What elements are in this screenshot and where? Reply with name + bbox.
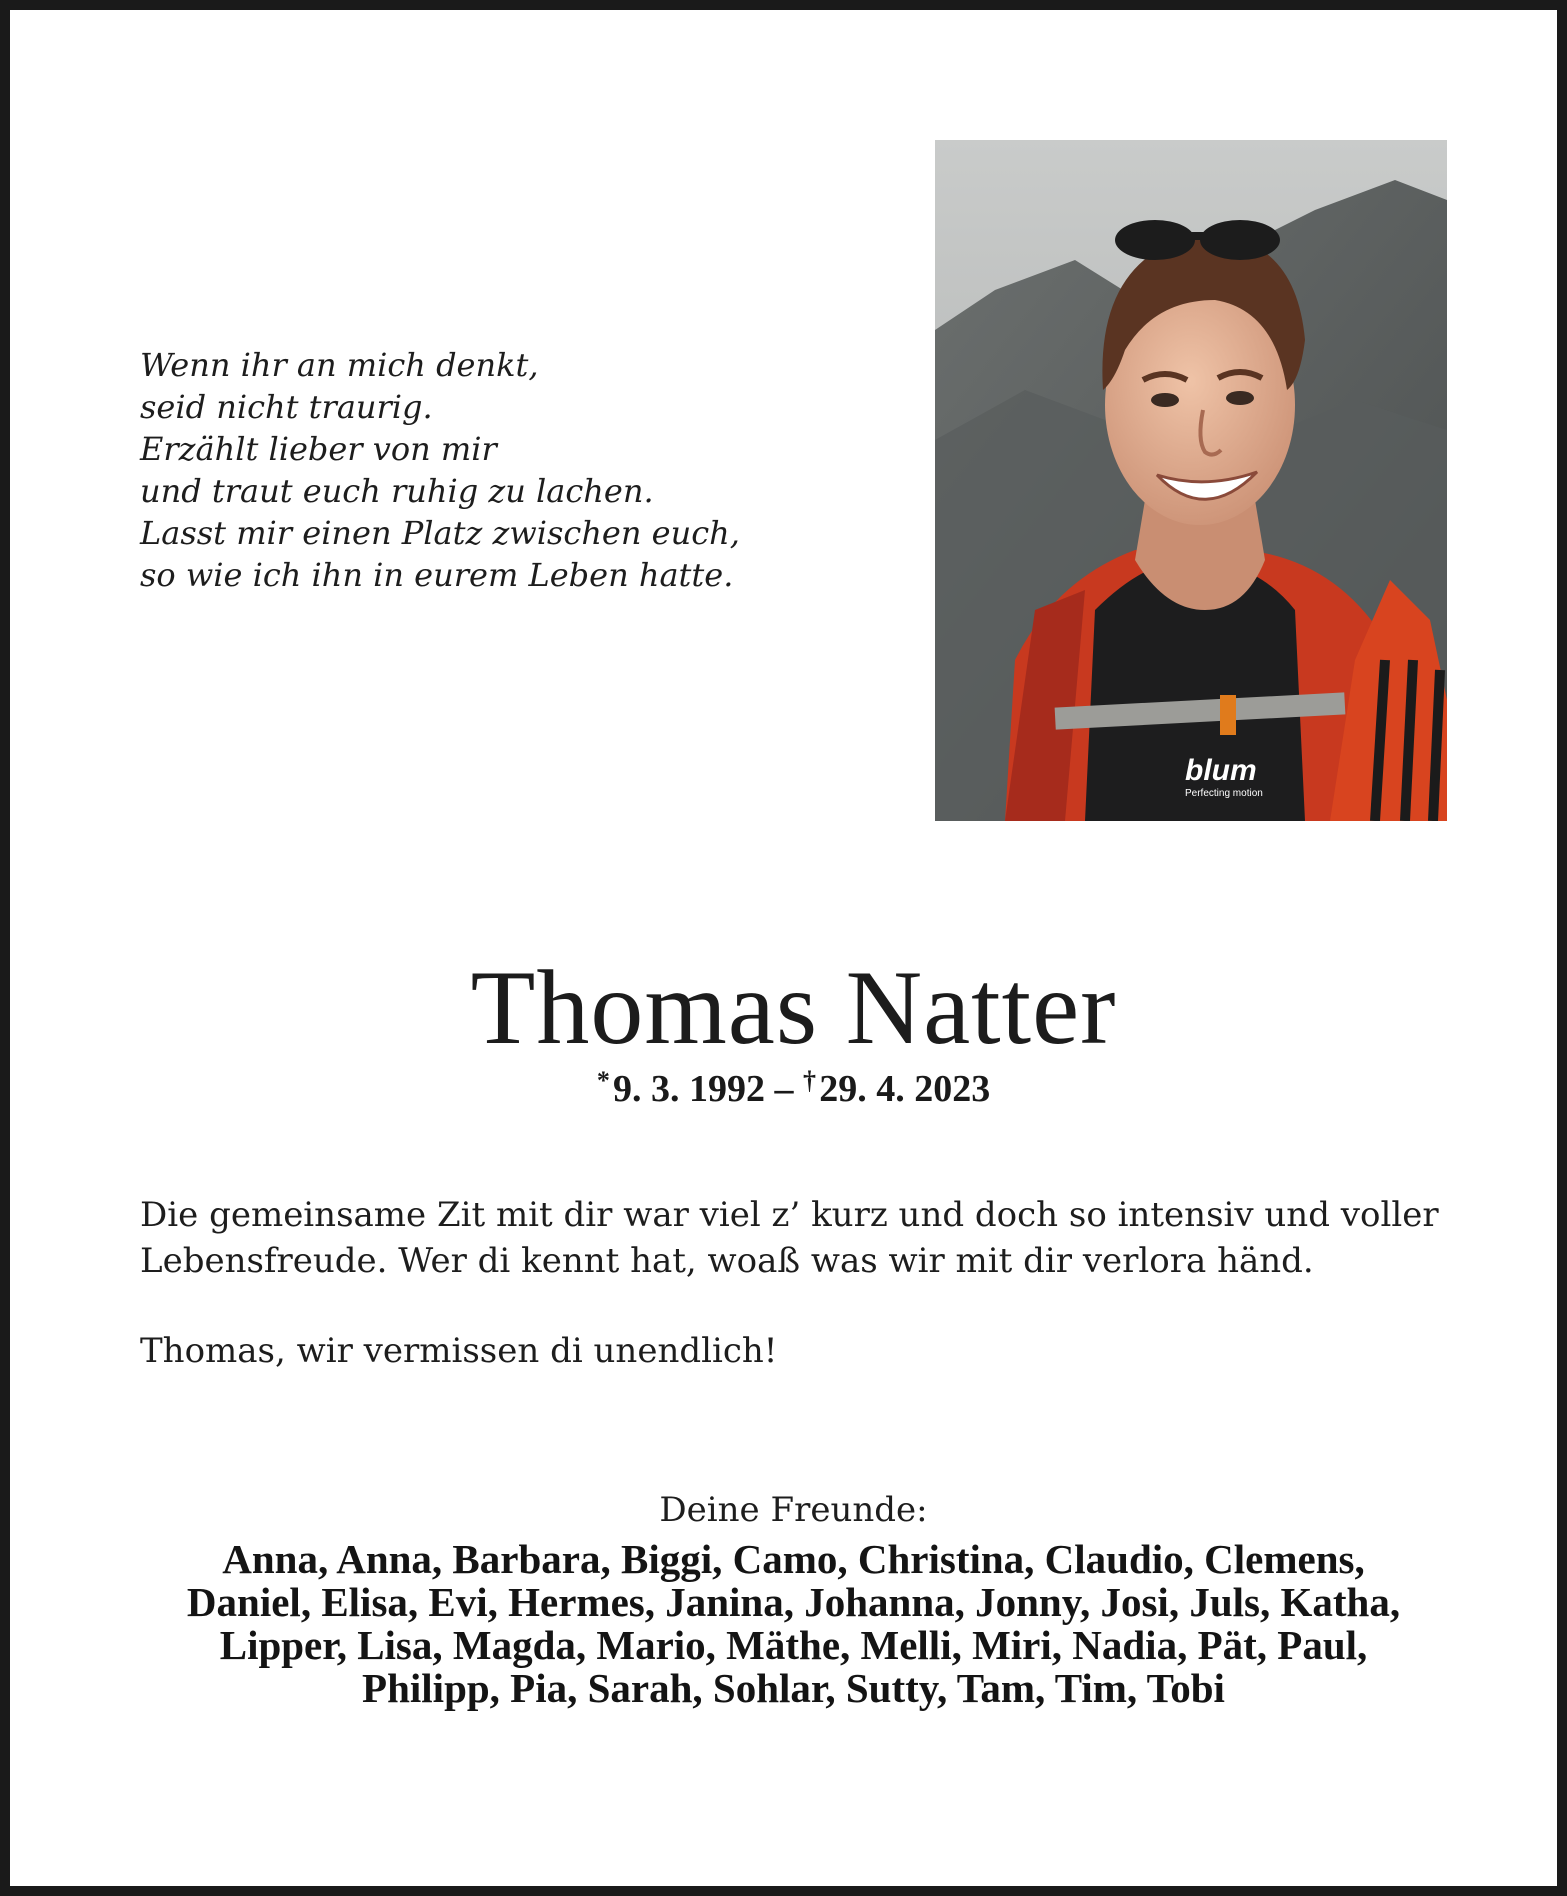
message-line: Die gemeinsame Zit mit dir war viel z’ kurz und doch so intensiv und voller bbox=[140, 1195, 1439, 1235]
memorial-message bbox=[140, 1192, 1460, 1374]
birth-symbol: * bbox=[596, 1066, 610, 1095]
backpack-tagline: Perfecting motion bbox=[1185, 788, 1263, 799]
backpack-logo: blum bbox=[1185, 754, 1257, 787]
poem-line: Lasst mir einen Platz zwischen euch, bbox=[140, 514, 740, 552]
friends-line: Daniel, Elisa, Evi, Hermes, Janina, Johanna, Jonny, Josi, Juls, Katha, bbox=[186, 1579, 1401, 1625]
message-paragraph bbox=[140, 1192, 1460, 1284]
portrait-illustration bbox=[935, 140, 1447, 821]
portrait-photo bbox=[935, 140, 1447, 821]
birth-date: 9. 3. 1992 bbox=[613, 1068, 765, 1110]
friends-line: Lipper, Lisa, Magda, Mario, Mäthe, Melli, Miri, Nadia, Pät, Paul, bbox=[219, 1622, 1368, 1668]
message-line: Lebensfreude. Wer di kennt hat, woaß was wir mit dir verlora händ. bbox=[140, 1241, 1314, 1281]
friends-line: Anna, Anna, Barbara, Biggi, Camo, Christina, Claudio, Clemens, bbox=[222, 1536, 1365, 1582]
friends-heading: Deine Freunde: bbox=[659, 1490, 928, 1530]
date-separator: – bbox=[765, 1068, 803, 1110]
friends-line: Philipp, Pia, Sarah, Sohlar, Sutty, Tam, Tim, Tobi bbox=[362, 1665, 1225, 1711]
poem-line: so wie ich ihn in eurem Leben hatte. bbox=[140, 556, 734, 594]
death-date: 29. 4. 2023 bbox=[819, 1068, 991, 1110]
friends-list bbox=[10, 1538, 1567, 1710]
life-dates bbox=[10, 1065, 1567, 1113]
deceased-name: Thomas Natter bbox=[470, 949, 1117, 1066]
poem-line: Wenn ihr an mich denkt, bbox=[140, 346, 539, 384]
poem-line: und traut euch ruhig zu lachen. bbox=[140, 472, 654, 510]
poem-line: Erzählt lieber von mir bbox=[140, 430, 497, 468]
poem-line: seid nicht traurig. bbox=[140, 388, 433, 426]
death-symbol: † bbox=[803, 1066, 816, 1095]
memorial-poem bbox=[140, 344, 780, 596]
message-paragraph: Thomas, wir vermissen di unendlich! bbox=[140, 1331, 778, 1371]
